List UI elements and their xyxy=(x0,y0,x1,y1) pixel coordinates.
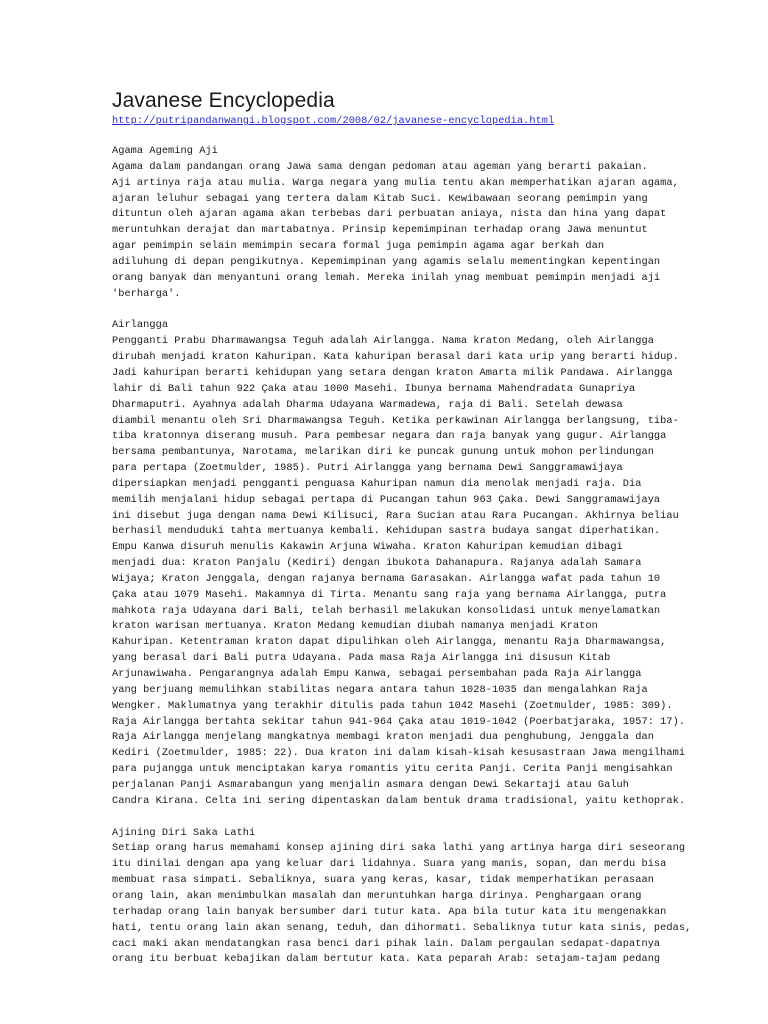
paragraph-line: Agama dalam pandangan orang Jawa sama dengan pedoman atau ageman yang berarti pakaian. xyxy=(112,160,648,173)
paragraph-line: Kahuripan. Ketentraman kraton dapat dipulihkan oleh Airlangga, menantu Raja Dharmawangsa, xyxy=(112,636,667,649)
paragraph-line: berhasil menduduki tahta mertuanya kembali. Kehidupan sastra budaya sangat diperhatikan. xyxy=(112,525,661,538)
paragraph-line: orang itu berbuat kebajikan dalam bertutur kata. Kata peparah Arab: setajam-tajam pedang xyxy=(112,953,661,966)
paragraph-line: dirubah menjadi kraton Kahuripan. Kata kahuripan berasal dari kata urip yang berarti hidup. xyxy=(112,351,679,364)
section-airlangga xyxy=(112,318,686,809)
paragraph-line: caci maki akan mendatangkan rasa benci dari pihak lain. Dalam pergaulan sedapat-dapatnya xyxy=(112,937,661,950)
paragraph-line: Wijaya; Kraton Jenggala, dengan rajanya bernama Garasakan. Airlangga wafat pada tahun 10 xyxy=(112,572,661,585)
paragraph-line: dituntun oleh ajaran agama akan terbebas dari perbuatan aniaya, nista dan hina yang dapat xyxy=(112,208,667,221)
paragraph-line: dipersiapkan menjadi pengganti penguasa Kahuripan namun dia menolak menjadi raja. Dia xyxy=(112,477,642,490)
document-title: Javanese Encyclopedia xyxy=(112,89,335,112)
paragraph-line: membuat rasa simpati. Sebaliknya, suara yang keras, kasar, tidak memperhatikan perasaan xyxy=(112,874,654,887)
section-heading: Airlangga xyxy=(112,319,169,332)
paragraph-line: Raja Airlangga menjelang mangkatnya membagi kraton menjadi dua penghubung, Jenggala dan xyxy=(112,731,654,744)
paragraph-line: Setiap orang harus memahami konsep ajining diri saka lathi yang artinya harga diri seseorang xyxy=(112,842,686,855)
paragraph-line: perjalanan Panji Asmarabangun yang menjalin asmara dengan Dewi Sekartaji atau Galuh xyxy=(112,778,630,791)
paragraph-line: yang berasal dari Bali putra Udayana. Pada masa Raja Airlangga ini disusun Kitab xyxy=(112,652,611,665)
section-heading: Agama Ageming Aji xyxy=(112,145,218,157)
paragraph-line: ini disebut juga dengan nama Dewi Kilisuci, Rara Sucian atau Rara Pucangan. Akhirnya beliau xyxy=(112,509,679,522)
paragraph-line: tiba kratonnya diserang musuh. Para pembesar negara dan raja banyak yang gugur. Airlangga xyxy=(112,430,667,443)
paragraph-line: yang berjuang memulihkan stabilitas negara antara tahun 1028-1035 dan mengalahkan Raja xyxy=(112,683,648,696)
section-body xyxy=(112,334,686,809)
paragraph-line: adiluhung di depan pengikutnya. Kepemimpinan yang agamis selalu mementingkan kepentingan xyxy=(112,255,661,268)
paragraph-line: Aji artinya raja atau mulia. Warga negara yang mulia tentu akan memperhatikan ajaran agama, xyxy=(112,176,679,189)
section-agama-ageming-aji xyxy=(112,144,679,302)
paragraph-line: memilih menjalani hidup sebagai pertapa di Pucangan tahun 963 Çaka. Dewi Sanggramawijaya xyxy=(112,493,661,506)
paragraph-line: orang banyak dan menyantuni orang lemah. Mereka inilah ynag membuat pemimpin menjadi aji xyxy=(112,271,661,284)
paragraph-line: itu dinilai dengan apa yang keluar dari lidahnya. Suara yang manis, sopan, dan merdu bisa xyxy=(112,858,667,871)
paragraph-line: ajaran leluhur sebagai yang tertera dalam Kitab Suci. Kewibawaan seorang pemimpin yang xyxy=(112,192,648,205)
paragraph-line: lahir di Bali tahun 922 Çaka atau 1000 Masehi. Ibunya bernama Mahendradata Gunapriya xyxy=(112,382,636,395)
source-url-link[interactable]: http://putripandanwangi.blogspot.com/2008/02/javanese-encyclopedia.html xyxy=(112,115,555,127)
paragraph-line: Empu Kanwa disuruh menulis Kakawin Arjuna Wiwaha. Kraton Kahuripan kemudian dibagi xyxy=(112,541,623,554)
paragraph-line: Wengker. Maklumatnya yang terakhir ditulis pada tahun 1042 Masehi (Zoetmulder, 1985: 309). xyxy=(112,699,673,712)
document-page xyxy=(112,88,692,968)
paragraph-line: Candra Kirana. Celta ini sering dipentaskan dalam bentuk drama tradisional, yaitu kethoprak. xyxy=(112,794,686,807)
paragraph-line: Dharmaputri. Ayahnya adalah Dharma Udayana Warmadewa, raja di Bali. Setelah dewasa xyxy=(112,398,623,411)
paragraph-line: Çaka atau 1079 Masehi. Makamnya di Tirta. Menantu sang raja yang bernama Airlangga, putra xyxy=(112,588,667,601)
paragraph-line: Arjunawiwaha. Pengarangnya adalah Empu Kanwa, sebagai persembahan pada Raja Airlangga xyxy=(112,668,642,680)
paragraph-line: meruntuhkan derajat dan martabatnya. Prinsip kepemimpinan terhadap orang Jawa menuntut xyxy=(112,224,648,237)
section-body xyxy=(112,841,692,968)
paragraph-line: mahkota raja Udayana dari Bali, telah berhasil melakukan konsolidasi untuk menyelamatkan xyxy=(112,604,661,617)
paragraph-line: 'berharga'. xyxy=(112,287,181,300)
paragraph-line: terhadap orang lain banyak bersumber dari tutur kata. Apa bila tutur kata itu mengenakkan xyxy=(112,905,667,918)
section-body xyxy=(112,160,679,303)
section-heading: Ajining Diri Saka Lathi xyxy=(112,826,256,839)
paragraph-line: diambil menantu oleh Sri Dharmawangsa Teguh. Ketika perkawinan Airlangga berlangsung, tiba- xyxy=(112,414,679,427)
paragraph-line: Jadi kahuripan berarti kehidupan yang setara dengan kraton Amarta milik Pandawa. Airlangga xyxy=(112,366,673,379)
paragraph-line: Pengganti Prabu Dharmawangsa Teguh adalah Airlangga. Nama kraton Medang, oleh Airlangga xyxy=(112,335,654,348)
paragraph-line: agar pemimpin selain memimpin secara formal juga pemimpin agama agar berkah dan xyxy=(112,240,605,253)
paragraph-line: para pujangga untuk menciptakan karya romantis yitu cerita Panji. Cerita Panji mengisahkan xyxy=(112,763,673,776)
paragraph-line: bersama pembantunya, Narotama, melarikan diri ke puncak gunung untuk mohon perlindungan xyxy=(112,446,654,459)
paragraph-line: hati, tentu orang lain akan senang, teduh, dan dihormati. Sebaliknya tutur kata sinis, pedas, xyxy=(112,921,692,934)
paragraph-line: Kediri (Zoetmulder, 1985: 22). Dua kraton ini dalam kisah-kisah kesusastraan Jawa mengilhami xyxy=(112,747,686,760)
section-ajining-diri-saka-lathi xyxy=(112,826,692,969)
paragraph-line: orang lain, akan menimbulkan masalah dan meruntuhkan harga dirinya. Penghargaan orang xyxy=(112,889,642,902)
paragraph-line: menjadi dua: Kraton Panjalu (Kediri) dengan ibukota Dahanapura. Rajanya adalah Samara xyxy=(112,557,642,570)
paragraph-line: Raja Airlangga bertahta sekitar tahun 941-964 Çaka atau 1019-1042 (Poerbatjaraka, 1957: 17). xyxy=(112,715,686,728)
paragraph-line: kraton warisan mertuanya. Kraton Medang kemudian diubah namanya menjadi Kraton xyxy=(112,620,598,633)
paragraph-line: para pertapa (Zoetmulder, 1985). Putri Airlangga yang bernama Dewi Sanggramawijaya xyxy=(112,462,623,475)
